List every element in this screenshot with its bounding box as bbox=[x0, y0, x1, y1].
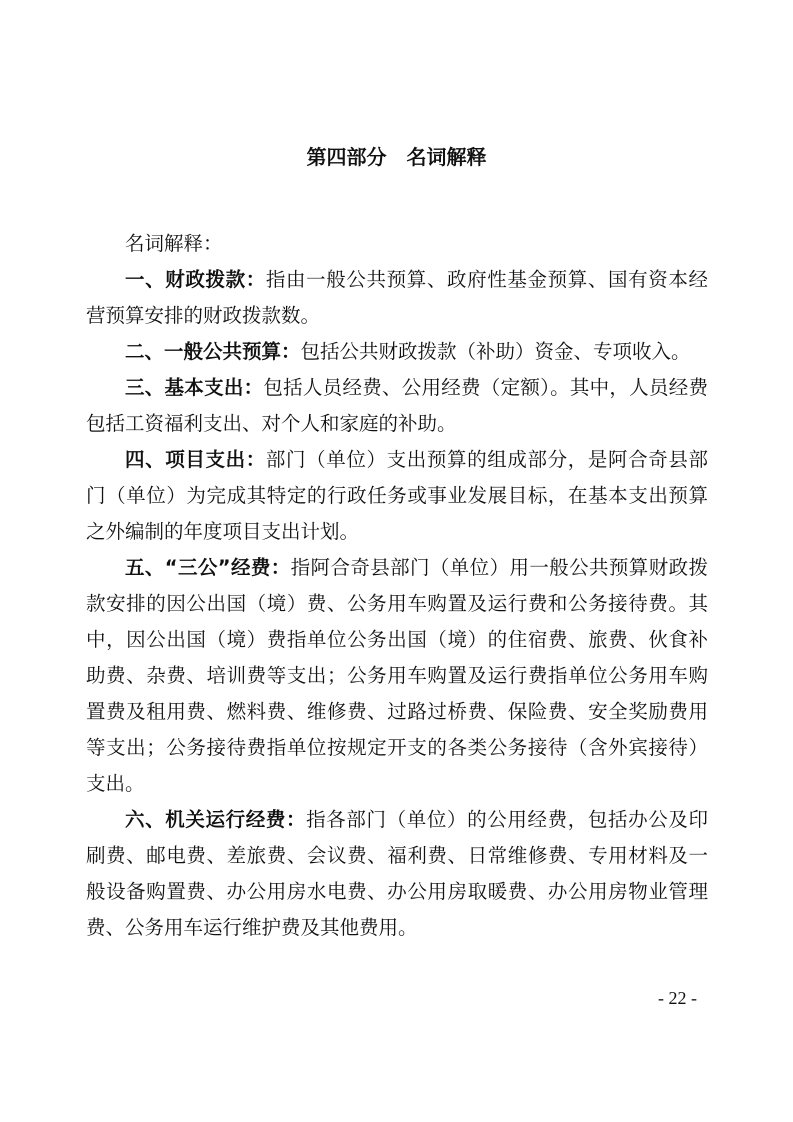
definition-text: 指阿合奇县部门（单位）用一般公共预算财政拨款安排的因公出国（境）费、公务用车购置及运行费和公务接待费。其中，因公出国（境）费指单位公务出国（境）的住宿费、旅费、伙食补助费、杂费、培训费等支出；公务用车购置及运行费指单位公务用车购置费及租用费、燃料费、维修费、过路过桥费、保险费、安全奖励费用等支出；公务接待费指单位按规定开支的各类公务接待（含外宾接待）支出。 bbox=[86, 556, 708, 795]
page-number: - 22 - bbox=[658, 988, 697, 1008]
definition-paragraph-2 bbox=[86, 334, 708, 370]
definition-text: 包括公共财政拨款（补助）资金、专项收入。 bbox=[300, 340, 691, 363]
definition-paragraph-1 bbox=[86, 262, 708, 334]
definition-paragraph-5 bbox=[86, 550, 708, 802]
page-title: 第四部分 名词解释 bbox=[306, 145, 487, 169]
definition-paragraph-4 bbox=[86, 442, 708, 550]
definition-text: 指由一般公共预算、政府性基金预算、国有资本经营预算安排的财政拨款数。 bbox=[86, 268, 708, 327]
term-label: 五、“三公”经费： bbox=[125, 556, 291, 579]
definition-paragraph-6 bbox=[86, 802, 708, 946]
document-body bbox=[86, 226, 708, 946]
term-label: 六、机关运行经费： bbox=[125, 808, 307, 831]
definition-text: 部门（单位）支出预算的组成部分，是阿合奇县部门（单位）为完成其特定的行政任务或事业发展目标，在基本支出预算之外编制的年度项目支出计划。 bbox=[86, 448, 708, 543]
term-label: 一、财政拨款： bbox=[125, 268, 266, 291]
definition-paragraph-3 bbox=[86, 370, 708, 442]
term-label: 四、项目支出： bbox=[125, 448, 266, 471]
term-label: 二、一般公共预算： bbox=[125, 340, 301, 363]
definition-text: 包括人员经费、公用经费（定额）。其中，人员经费包括工资福利支出、对个人和家庭的补助。 bbox=[86, 376, 708, 435]
definition-text: 指各部门（单位）的公用经费，包括办公及印刷费、邮电费、差旅费、会议费、福利费、日常维修费、专用材料及一般设备购置费、办公用房水电费、办公用房取暖费、办公用房物业管理费、公务用车运行维护费及其他费用。 bbox=[86, 808, 708, 939]
intro-label: 名词解释： bbox=[125, 232, 223, 255]
term-label: 三、基本支出： bbox=[125, 376, 264, 399]
intro-paragraph bbox=[86, 226, 708, 262]
